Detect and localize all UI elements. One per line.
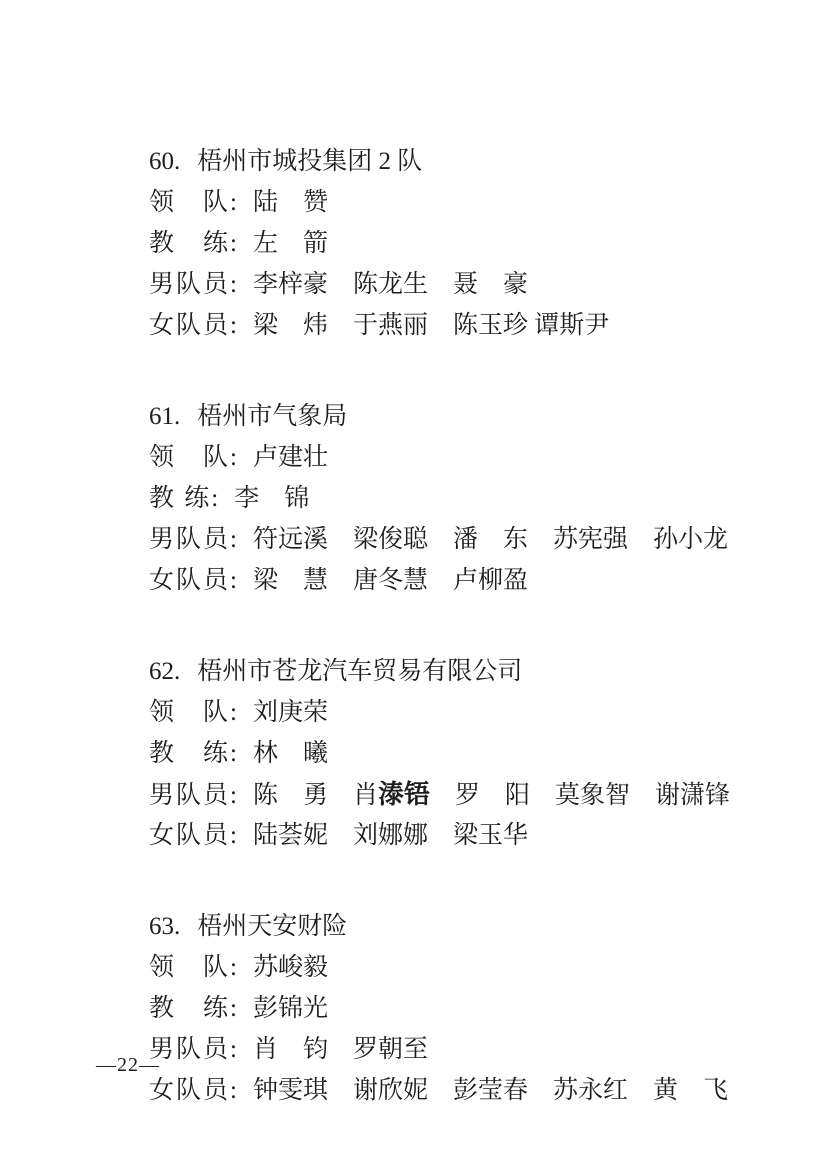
coach-value: 彭锦光	[252, 995, 328, 1022]
team-number: 62.	[149, 658, 181, 685]
team-title	[99, 865, 759, 940]
leader-label: 领 队:	[149, 189, 239, 216]
male-players-value-post: 罗 阳 莫象智 谢潇锋	[429, 782, 730, 809]
male-players-label: 男队员:	[149, 1036, 239, 1063]
team-name: 梧州市城投集团 2 队	[197, 148, 423, 175]
team-section-61	[99, 355, 759, 594]
leader-value: 苏峻毅	[252, 954, 328, 981]
team-section-62	[99, 610, 759, 849]
team-section-60	[99, 100, 759, 339]
leader-value: 卢建壮	[252, 444, 328, 471]
female-players-label: 女队员:	[149, 312, 239, 339]
leader-label: 领 队:	[149, 954, 239, 981]
team-roster-list	[99, 100, 759, 1120]
female-players-label: 女队员:	[149, 822, 239, 849]
team-number: 63.	[149, 913, 181, 940]
female-players-value: 梁 炜 于燕丽 陈玉珍 谭斯尹	[252, 312, 610, 339]
female-players-value: 陆荟妮 刘娜娜 梁玉华	[252, 822, 528, 849]
team-number: 60.	[149, 148, 181, 175]
male-players-label: 男队员:	[149, 526, 239, 553]
leader-value: 刘庚荣	[252, 699, 328, 726]
leader-label: 领 队:	[149, 699, 239, 726]
page-number: —22—	[96, 1054, 160, 1076]
coach-label: 教 练:	[149, 995, 239, 1022]
female-players-value: 梁 慧 唐冬慧 卢柳盈	[252, 567, 528, 594]
coach-label: 教 练:	[149, 740, 239, 767]
team-name: 梧州市苍龙汽车贸易有限公司	[197, 658, 523, 685]
team-title	[99, 355, 759, 430]
male-players-value: 李梓豪 陈龙生 聂 豪	[252, 271, 528, 298]
male-players-label: 男队员:	[149, 271, 239, 298]
team-name: 梧州天安财险	[197, 913, 348, 940]
male-players-value: 符远溪 梁俊聪 潘 东 苏宪强 孙小龙	[252, 526, 728, 553]
female-players-label: 女队员:	[149, 567, 239, 594]
leader-value: 陆 赞	[252, 189, 328, 216]
coach-value: 左 箭	[252, 230, 328, 257]
team-number: 61.	[149, 403, 181, 430]
team-name: 梧州市气象局	[197, 403, 348, 430]
team-title	[99, 100, 759, 175]
team-section-63	[99, 865, 759, 1104]
coach-label: 教 练:	[149, 230, 239, 257]
coach-value: 林 曦	[252, 740, 328, 767]
female-players-value: 钟雯琪 谢欣妮 彭莹春 苏永红 黄 飞	[252, 1077, 728, 1104]
male-players-value: 肖 钧 罗朝至	[252, 1036, 428, 1063]
female-players-label: 女队员:	[149, 1077, 239, 1104]
male-players-value-pre: 陈 勇 肖	[252, 782, 378, 809]
coach-label: 教 练:	[149, 485, 221, 512]
leader-label: 领 队:	[149, 444, 239, 471]
male-players-label: 男队员:	[149, 782, 239, 809]
team-title	[99, 610, 759, 685]
male-players-value-boldname: 溙铻	[377, 779, 430, 809]
coach-value: 李 锦	[234, 485, 310, 512]
